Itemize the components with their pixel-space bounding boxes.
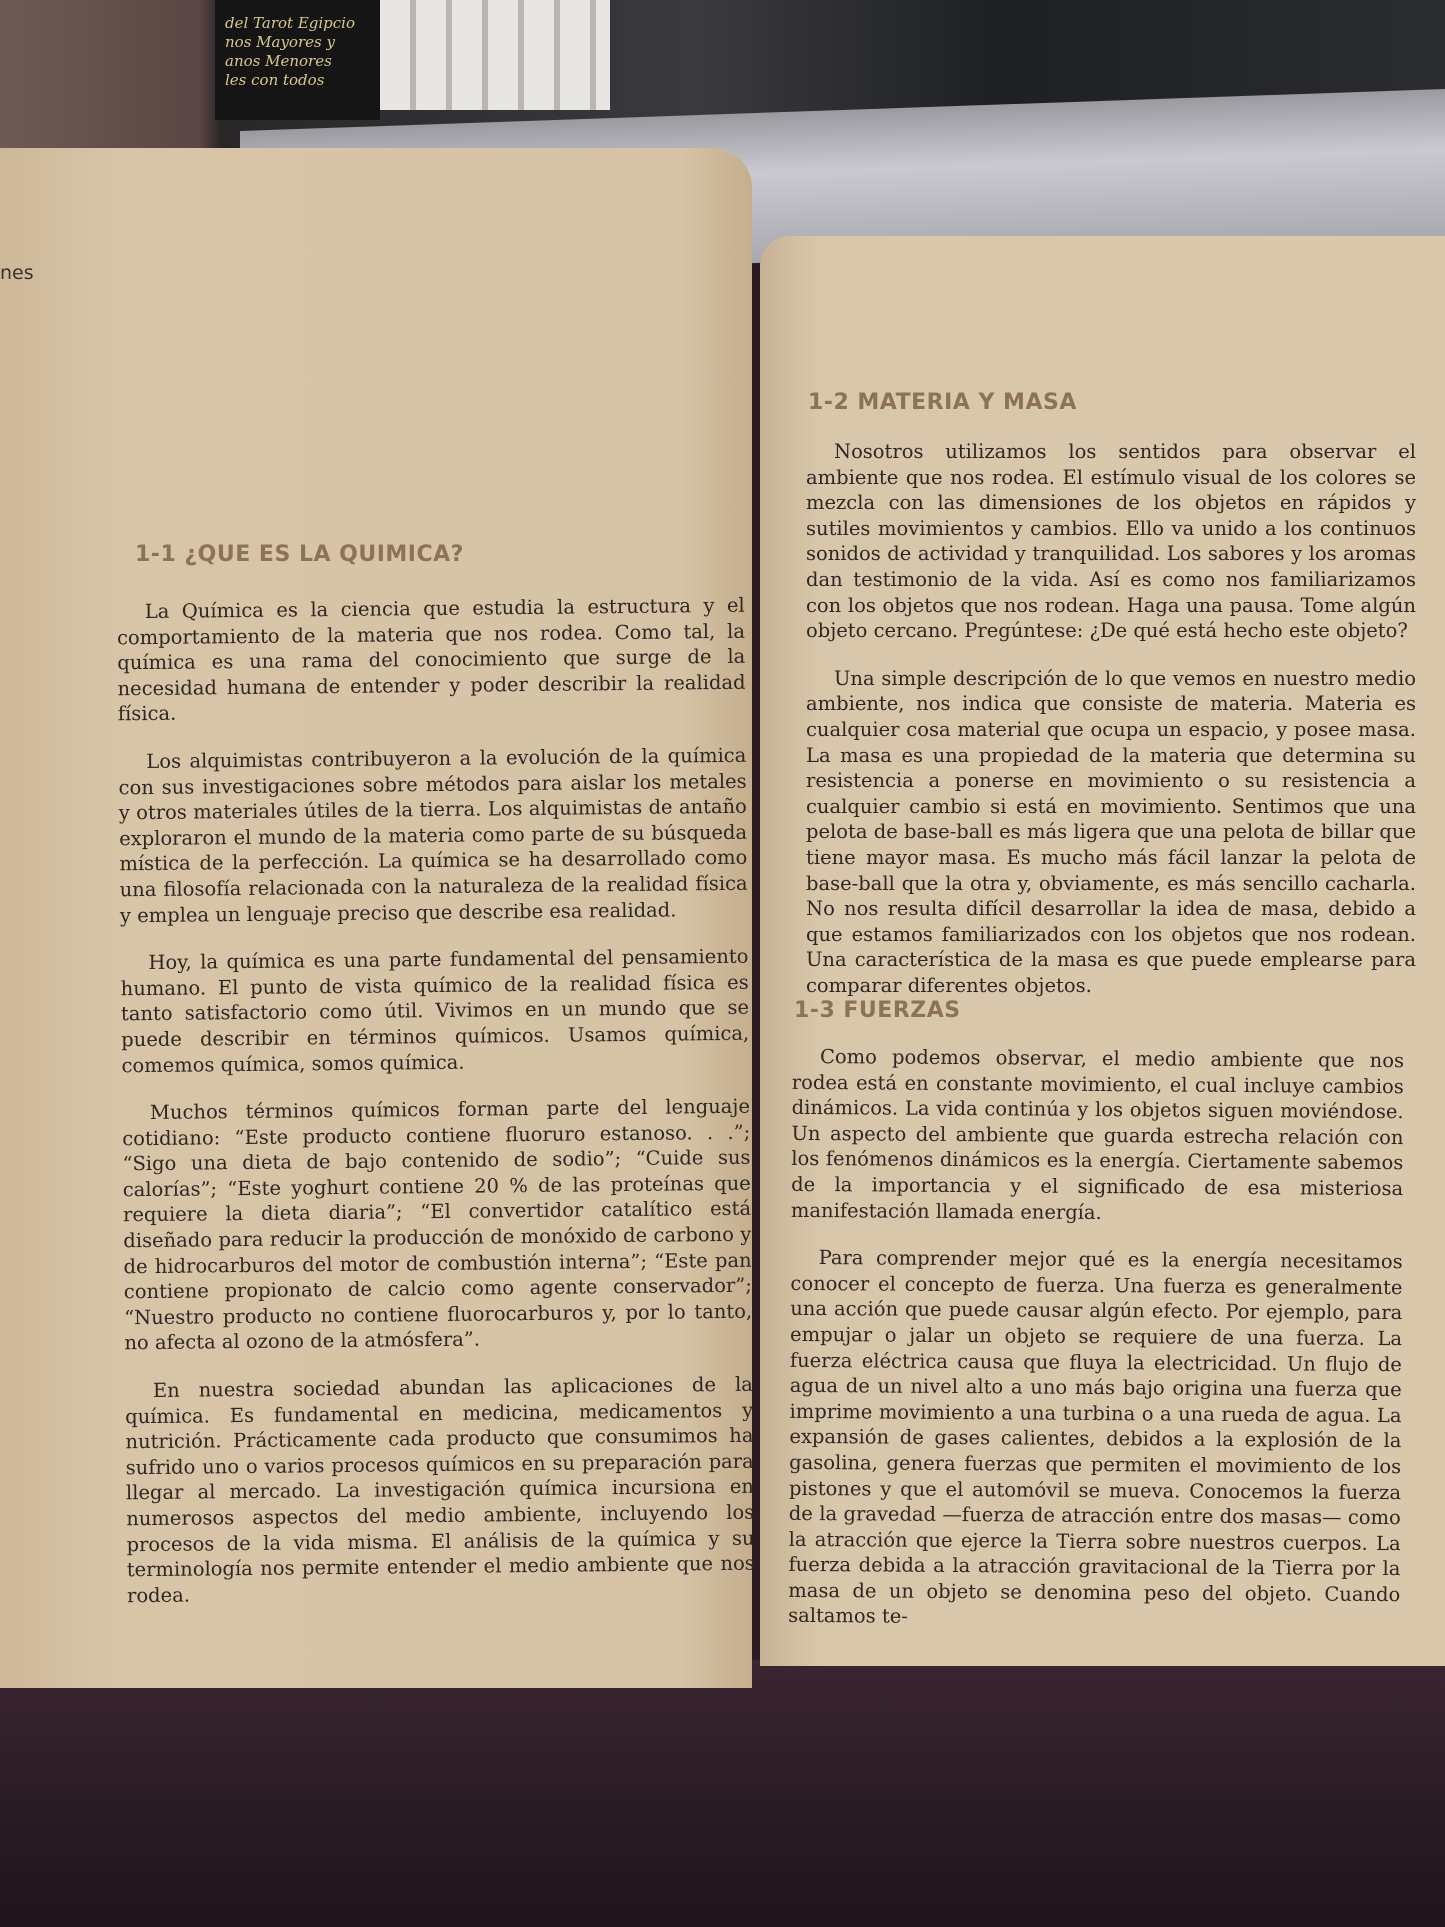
section-heading-1-3: 1-3 FUERZAS bbox=[794, 998, 961, 1023]
left-body bbox=[117, 593, 756, 1631]
section-heading-1-2: 1-2 MATERIA Y MASA bbox=[808, 390, 1077, 415]
paragraph: Muchos términos químicos forman parte del lenguaje cotidiano: “Este producto contiene fluoruro estanoso. . .”; “Sigo una dieta de bajo contenido de sodio”; “Cuide sus calorías”; “Este yoghurt contiene 20 % de las proteínas que requiere la dieta diaria”; “El convertidor catalítico está diseñado para reducir la producción de monóxido de carbono y de hidrocarburos del motor de combustión interna”; “Este pan contiene propionato de calcio como agente conservador”; “Nuestro producto no contiene fluorocarburos y, por lo tanto, no afecta al ozono de la atmósfera”. bbox=[122, 1094, 753, 1355]
book-spine bbox=[215, 0, 380, 120]
paragraph: Para comprender mejor qué es la energía necesitamos conocer el concepto de fuerza. Una fuerza es generalmente una acción que puede causar algún efecto. Por ejemplo, para empujar o jalar un objeto se requiere de una fuerza. La fuerza eléctrica causa que fluya la electricidad. Un flujo de agua de un nivel alto a uno más bajo origina una fuerza que imprime movimiento a una turbina o a una rueda de agua. La expansión de gases calientes, debidos a la explosión de la gasolina, genera fuerzas que permiten el movimiento de los pistones y que el automóvil se mueva. Conocemos la fuerza de la gravedad —fuerza de atracción entre dos masas— como la atracción que ejerce la Tierra sobre nuestros cuerpos. La fuerza debida a la atracción gravitacional de la Tierra por la masa de un objeto se denomina peso del objeto. Cuando saltamos te- bbox=[788, 1246, 1403, 1629]
right-body-2 bbox=[788, 1044, 1404, 1655]
right-page bbox=[760, 236, 1445, 1666]
spine-line: anos Menores bbox=[225, 52, 332, 70]
left-page bbox=[0, 148, 755, 1688]
background-books bbox=[380, 0, 610, 110]
spine-line: les con todos bbox=[225, 71, 325, 89]
table-surface bbox=[0, 1660, 1445, 1927]
paragraph: Hoy, la química es una parte fundamental del pensamiento humano. El punto de vista químico de la realidad física es tanto satisfactorio como útil. Vivimos en un mundo que se puede describir en términos químicos. Usamos química, comemos química, somos química. bbox=[120, 944, 750, 1077]
paragraph: La Química es la ciencia que estudia la estructura y el comportamiento de la materia que nos rodea. Como tal, la química es una rama del conocimiento que surge de la necesidad humana de entender y poder describir la realidad física. bbox=[116, 593, 746, 726]
spine-line: nos Mayores y bbox=[225, 33, 335, 51]
spine-line: del Tarot Egipcio bbox=[225, 14, 356, 32]
paragraph: Nosotros utilizamos los sentidos para observar el ambiente que nos rodea. El estímulo visual de los colores se mezcla con las dimensiones de los objetos en rápidos y sutiles movimientos y cambios. Ello va unido a los continuos sonidos de actividad y tranquilidad. Los sabores y los aromas dan testimonio de la vida. Así es como nos familiarizamos con los objetos que nos rodean. Haga una pausa. Tome algún objeto cercano. Pregúntese: ¿De qué está hecho este objeto? bbox=[806, 440, 1416, 643]
section-heading-1-1: 1-1 ¿QUE ES LA QUIMICA? bbox=[135, 542, 464, 567]
margin-fragment: nes bbox=[0, 262, 34, 284]
paragraph: En nuestra sociedad abundan las aplicaciones de la química. Es fundamental en medicina, medicamentos y nutrición. Prácticamente cada producto que consumimos ha sufrido uno o varios procesos químicos en su preparación para llegar al mercado. La investigación química incursiona en numerosos aspectos del medio ambiente, incluyendo los procesos de la vida misma. El análisis de la química y su terminología nos permite entender el medio ambiente que nos rodea. bbox=[125, 1372, 755, 1608]
paragraph: Los alquimistas contribuyeron a la evolución de la química con sus investigaciones sobre métodos para aislar los metales y otros materiales útiles de la tierra. Los alquimistas de antaño exploraron el mundo de la materia como parte de su búsqueda mística de la perfección. La química se ha desarrollado como una filosofía relacionada con la naturaleza de la realidad física y emplea un lenguaje preciso que describe esa realidad. bbox=[118, 743, 748, 927]
right-body-1 bbox=[806, 439, 1416, 1020]
paragraph: Una simple descripción de lo que vemos en nuestro medio ambiente, nos indica que consiste de materia. Materia es cualquier cosa material que ocupa un espacio, y posee masa. La masa es una propiedad de la materia que determina su resistencia a ponerse en movimiento o su resistencia a cualquier cambio si está en movimiento. Sentimos que una pelota de base-ball es más ligera que una pelota de billar que tiene mayor masa. Es mucho más fácil lanzar la pelota de base-ball que la otra y, obviamente, es más sencillo cacharla. No nos resulta difícil desarrollar la idea de masa, debido a que estamos familiarizados con los objetos que nos rodean. Una característica de la masa es que puede emplearse para comparar diferentes objetos. bbox=[806, 666, 1416, 997]
paragraph: Como podemos observar, el medio ambiente que nos rodea está en constante movimiento, el cual incluye cambios dinámicos. La vida continúa y los objetos siguen moviéndose. Un aspecto del ambiente que guarda estrecha relación con los fenómenos dinámicos es la energía. Ciertamente sabemos de la importancia y el significado de esa misteriosa manifestación llamada energía. bbox=[790, 1045, 1405, 1224]
